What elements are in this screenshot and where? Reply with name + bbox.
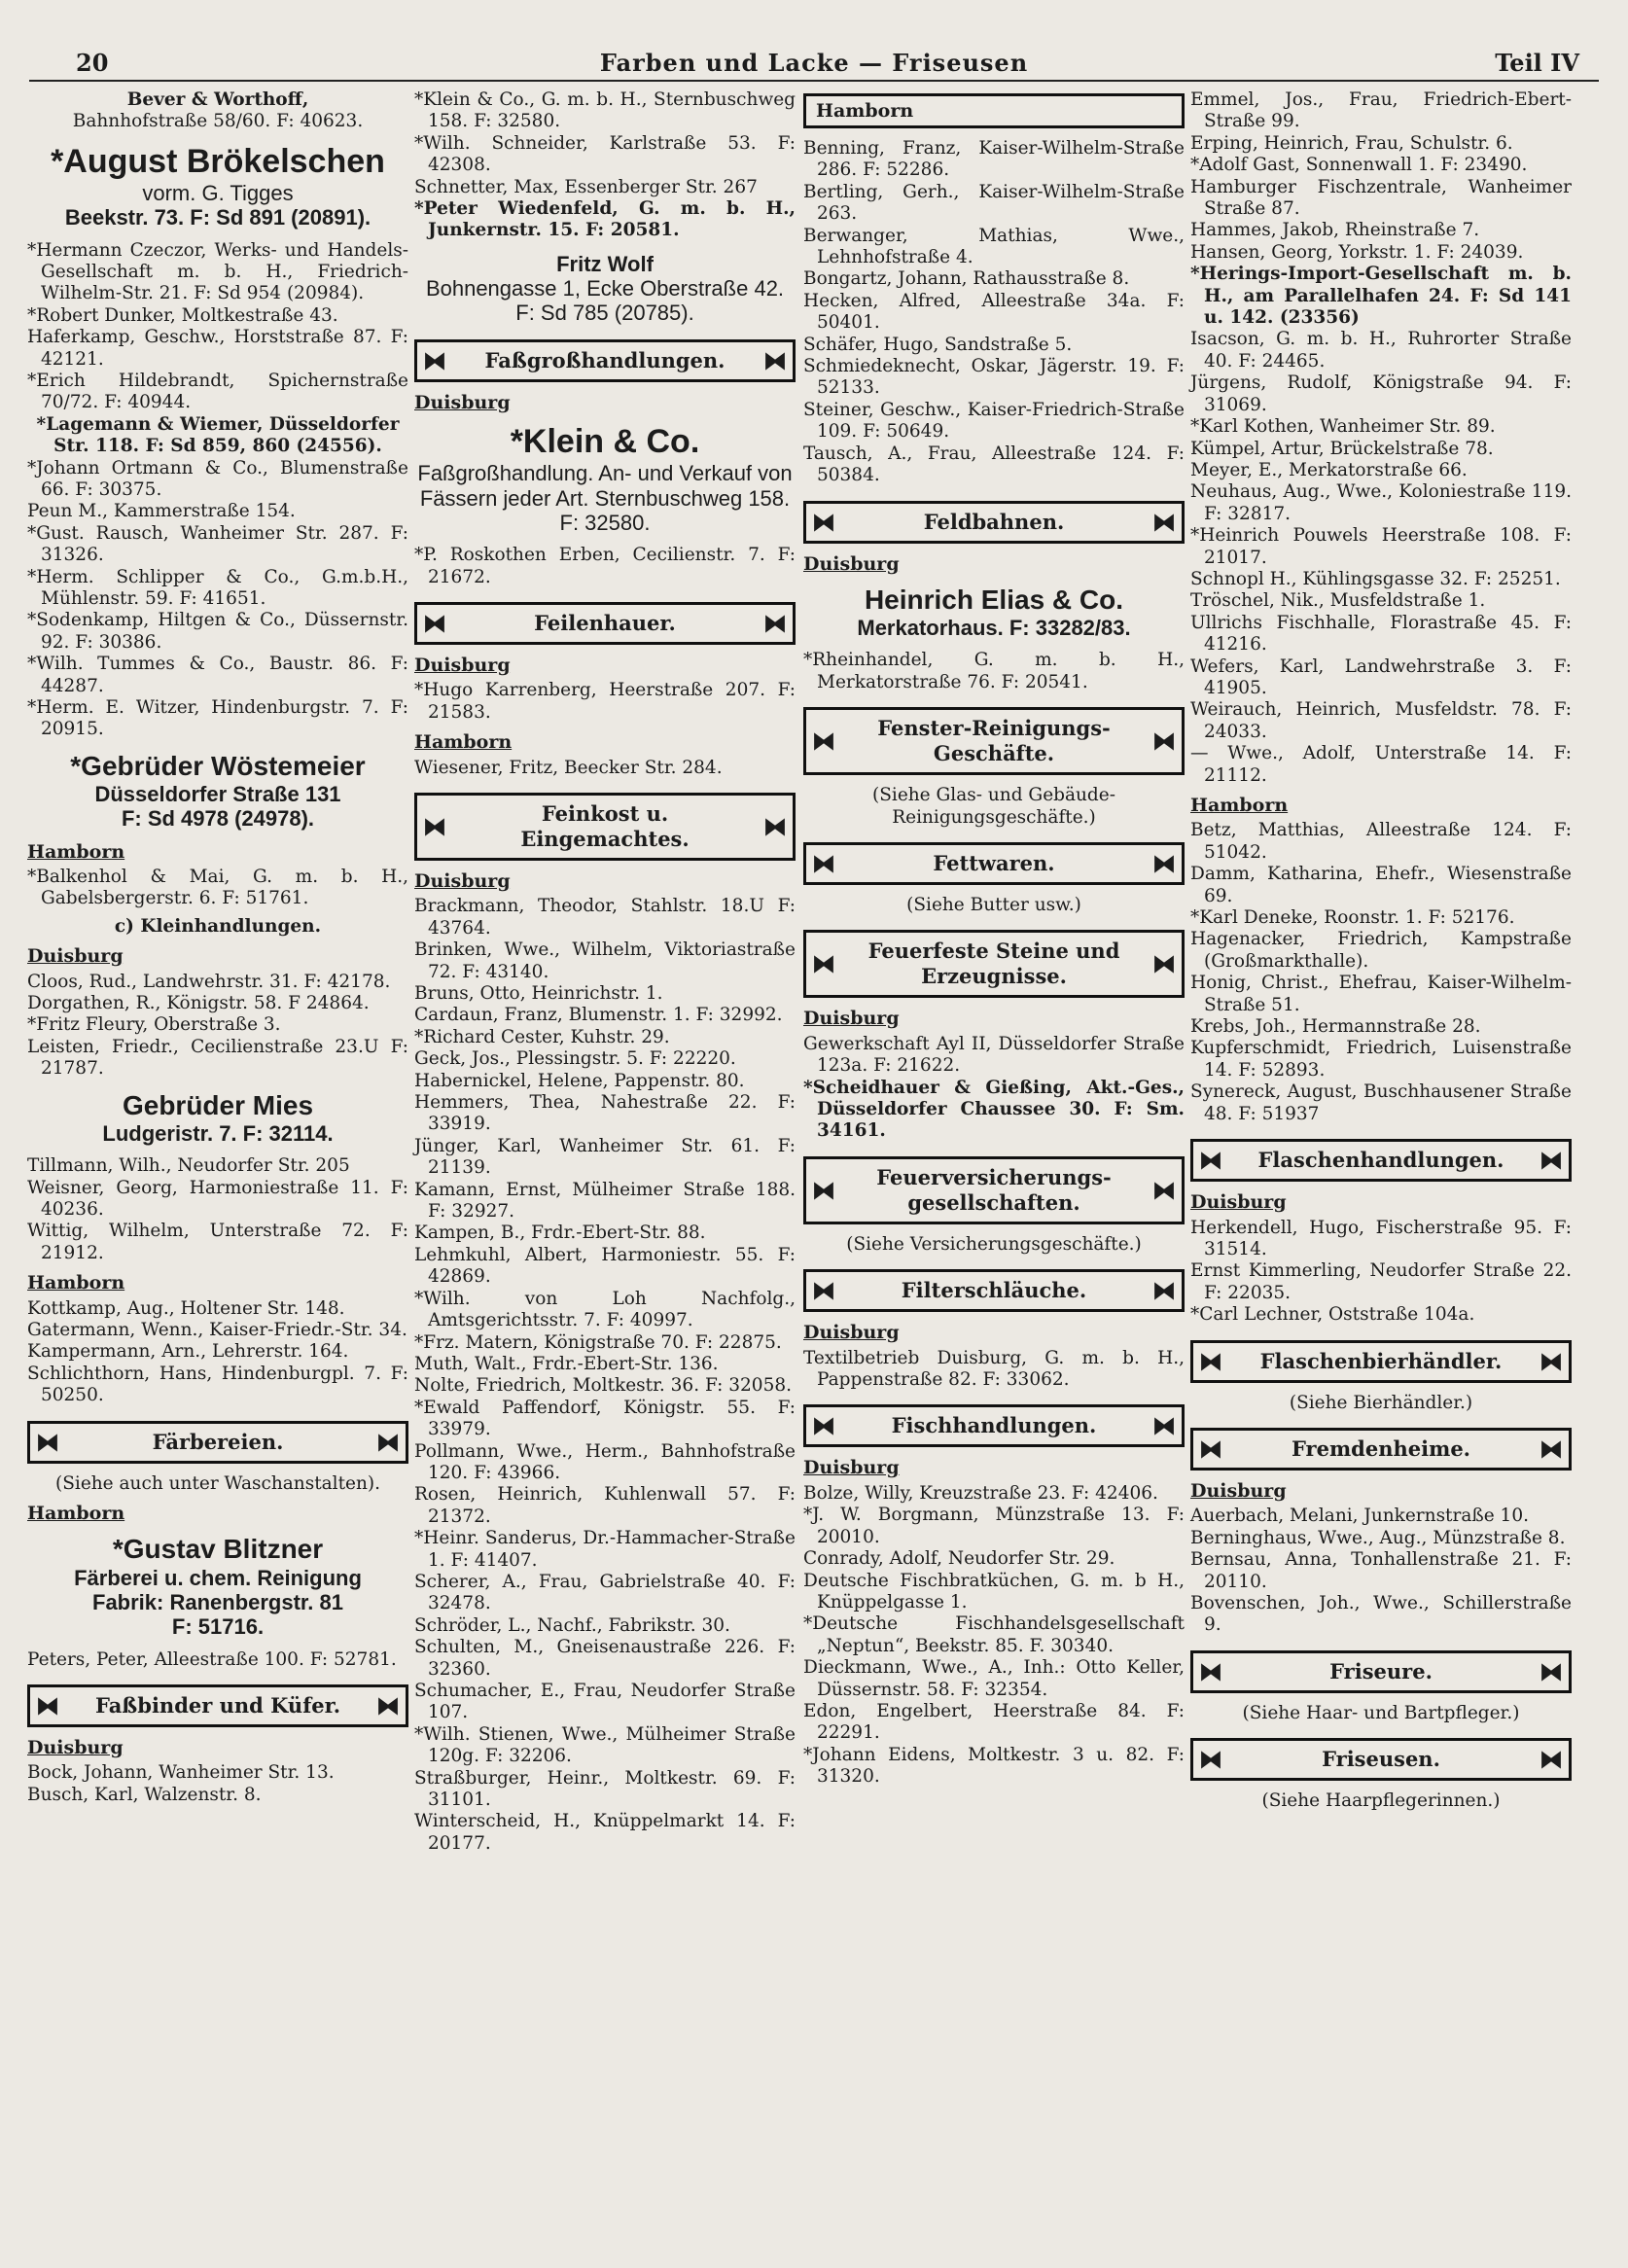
sub-heading: c) Kleinhandlungen. <box>114 915 322 937</box>
list-item: Bruns, Otto, Heinrichstr. 1. <box>414 983 663 1004</box>
section-heading <box>803 1156 1185 1224</box>
bowtie-ornament-icon: ⧓ <box>812 1175 835 1204</box>
bowtie-ornament-icon: ⧓ <box>763 345 787 374</box>
list-item: *Lagemann & Wiemer, Düsseldorfer Str. 118. F: Sd 859, 860 (24556). <box>36 413 400 457</box>
ad-name: Fritz Wolf <box>556 251 654 276</box>
bowtie-ornament-icon: ⧓ <box>812 1411 835 1440</box>
section-title: Fischhandlungen. <box>891 1413 1097 1438</box>
list-item: *Gust. Rausch, Wanheimer Str. 287. F: 31326. <box>27 522 408 566</box>
list-item: Auerbach, Melani, Junkernstraße 10. <box>1190 1506 1529 1527</box>
city-heading: Hamborn <box>27 1503 125 1525</box>
list-item: Brinken, Wwe., Wilhelm, Viktoriastraße 72. F: 43140. <box>414 939 796 982</box>
list-item: Berwanger, Mathias, Wwe., Lehnhofstraße 4. <box>803 225 1185 268</box>
section-heading <box>803 1404 1185 1447</box>
ad-line: Ludgeristr. 7. F: 32114. <box>102 1120 334 1146</box>
list-item: Kottkamp, Aug., Holtener Str. 148. <box>27 1297 345 1319</box>
list-item: Haferkamp, Geschw., Horststraße 87. F: 42121. <box>27 327 408 370</box>
section-title: Friseusen. <box>1322 1747 1440 1772</box>
section-title: Fettwaren. <box>933 851 1055 876</box>
city-heading: Duisburg <box>803 1457 900 1479</box>
bowtie-ornament-icon: ⧓ <box>1199 1434 1222 1463</box>
list-item: *Heinr. Sanderus, Dr.-Hammacher-Straße 1. F: 41407. <box>414 1528 796 1571</box>
section-title: Feinkost u. Eingemachtes. <box>520 800 690 851</box>
city-heading: Hamborn <box>414 731 513 754</box>
ad-line: Beekstr. 73. F: Sd 891 (20891). <box>64 205 372 230</box>
section-title: Faßgroßhandlungen. <box>484 347 726 372</box>
city-heading: Hamborn <box>27 1272 125 1294</box>
section-heading <box>1190 1340 1572 1383</box>
section-heading <box>1190 1139 1572 1182</box>
list-item: Emmel, Jos., Frau, Friedrich-Ebert-Straße 99. <box>1190 89 1572 132</box>
list-item: *Herm. Schlipper & Co., G.m.b.H., Mühlenstr. 59. F: 41651. <box>27 566 408 609</box>
bowtie-ornament-icon: ⧓ <box>423 345 446 374</box>
bowtie-ornament-icon: ⧓ <box>1199 1745 1222 1774</box>
list-item: Busch, Karl, Walzenstr. 8. <box>27 1784 262 1805</box>
list-item: Deutsche Fischbratküchen, G. m. b H., Knüppelgasse 1. <box>803 1570 1185 1612</box>
list-item: Kampermann, Arn., Lehrerstr. 164. <box>27 1341 349 1363</box>
list-item: Kupferschmidt, Friedrich, Luisenstraße 14. F: 52893. <box>1190 1038 1572 1081</box>
ad-line: Färberei u. chem. Reinigung <box>74 1565 362 1590</box>
page-title: Farben und Lacke — Friseusen <box>599 49 1029 77</box>
list-item: Schäfer, Hugo, Sandstraße 5. <box>803 334 1073 355</box>
section-title: Feilenhauer. <box>534 610 676 635</box>
list-item: Kümpel, Artur, Brückelstraße 78. <box>1190 438 1494 459</box>
list-item: Jürgens, Rudolf, Königstraße 94. F: 31069. <box>1190 372 1572 415</box>
list-item: Hammes, Jakob, Rheinstraße 7. <box>1190 220 1480 241</box>
section-title: Feuerversicherungs-gesellschaften. <box>876 1164 1112 1215</box>
bowtie-ornament-icon: ⧓ <box>1199 1346 1222 1375</box>
bowtie-ornament-icon: ⧓ <box>763 811 787 840</box>
list-item: *Klein & Co., G. m. b. H., Sternbuschweg 158. F: 32580. <box>414 89 796 132</box>
section-heading <box>1190 1738 1572 1781</box>
list-item: Benning, Franz, Kaiser-Wilhelm-Straße 286. F: 52286. <box>803 138 1185 181</box>
bowtie-ornament-icon: ⧓ <box>812 849 835 878</box>
see-also-note: (Siehe Bierhändler.) <box>1289 1392 1473 1413</box>
list-item: Kamann, Ernst, Mülheimer Straße 188. F: 32927. <box>414 1179 796 1223</box>
page-part: Teil IV <box>1495 49 1579 77</box>
list-item: *Karl Deneke, Roonstr. 1. F: 52176. <box>1190 907 1515 929</box>
ad-line: Merkatorhaus. F: 33282/83. <box>857 616 1131 641</box>
bowtie-ornament-icon: ⧓ <box>1152 726 1176 756</box>
list-item: Steiner, Geschw., Kaiser-Friedrich-Straße 109. F: 50649. <box>803 399 1185 443</box>
list-item: Conrady, Adolf, Neudorfer Str. 29. <box>803 1548 1115 1570</box>
section-title: Färbereien. <box>152 1429 284 1454</box>
section-title: Flaschenbierhändler. <box>1259 1348 1503 1373</box>
list-item: Winterscheid, H., Knüppelmarkt 14. F: 20177. <box>414 1811 796 1854</box>
bowtie-ornament-icon: ⧓ <box>812 1276 835 1305</box>
list-item: Dieckmann, Wwe., A., Inh.: Otto Keller, Düssernstr. 58. F: 32354. <box>803 1657 1185 1700</box>
bowtie-ornament-icon: ⧓ <box>1199 1656 1222 1685</box>
list-item: *Johann Eidens, Moltkestr. 3 u. 82. F: 31320. <box>803 1744 1185 1788</box>
list-item: Dorgathen, R., Königstr. 58. F 24864. <box>27 993 370 1014</box>
city-heading: Duisburg <box>803 552 900 575</box>
bowtie-ornament-icon: ⧓ <box>1152 1175 1176 1204</box>
section-title: Flaschenhandlungen. <box>1257 1148 1504 1173</box>
city-heading: Duisburg <box>27 945 124 968</box>
list-item: Weirauch, Heinrich, Musfeldstr. 78. F: 24033. <box>1190 699 1572 742</box>
list-item: Bovenschen, Joh., Wwe., Schillerstraße 9. <box>1190 1592 1572 1636</box>
section-heading <box>803 707 1185 775</box>
ad-name: *Gebrüder Wöstemeier <box>70 750 366 781</box>
section-heading <box>803 1269 1185 1312</box>
list-item: *Ewald Paffendorf, Königstr. 55. F: 33979. <box>414 1397 796 1440</box>
list-item: Ullrichs Fischhalle, Florastraße 45. F: 41216. <box>1190 612 1572 656</box>
ad-name: *August Brökelschen <box>51 142 385 180</box>
ad-line: F: Sd 4978 (24978). <box>121 806 315 832</box>
ad-line: Düsseldorfer Straße 131 <box>94 782 341 807</box>
list-item: *Fritz Fleury, Oberstraße 3. <box>27 1014 281 1036</box>
page-number: 20 <box>76 49 109 77</box>
advertisement <box>27 1090 408 1146</box>
list-item: *Hermann Czeczor, Werks- und Handels-Gesellschaft m. b. H., Friedrich-Wilhelm-Str. 21. F: Sd 954 (20984). <box>27 239 408 304</box>
city-heading: Duisburg <box>414 391 511 413</box>
list-item: *Peter Wiedenfeld, G. m. b. H., Junkernstr. 15. F: 20581. <box>414 198 796 241</box>
see-also-note: (Siehe Butter usw.) <box>906 895 1081 916</box>
ad-line: Fabrik: Ranenbergstr. 81 <box>92 1589 343 1614</box>
list-item: Tröschel, Nik., Musfeldstraße 1. <box>1190 590 1486 612</box>
section-heading <box>803 930 1185 998</box>
city-heading: Duisburg <box>414 869 511 892</box>
list-item: Peters, Peter, Alleestraße 100. F: 52781. <box>27 1648 397 1670</box>
list-item: *Sodenkamp, Hiltgen & Co., Düssernstr. 92. F: 30386. <box>27 610 408 653</box>
section-title: Faßbinder und Küfer. <box>94 1692 341 1718</box>
see-also-note: (Siehe Haar- und Bartpfleger.) <box>1242 1702 1520 1723</box>
list-item: Nolte, Friedrich, Moltkestr. 36. F: 32058. <box>414 1375 792 1397</box>
list-item: Bever & Worthoff, <box>126 89 309 110</box>
list-item: Schulten, M., Gneisenaustraße 226. F: 32360. <box>414 1637 796 1680</box>
column-3 <box>803 89 1185 1789</box>
list-item: *Wilh. Schneider, Karlstraße 53. F: 42308. <box>414 132 796 176</box>
list-item: Peun M., Kammerstraße 154. <box>27 501 296 522</box>
list-item: Ernst Kimmerling, Neudorfer Straße 22. F: 22035. <box>1190 1260 1572 1303</box>
ad-line: Bohnengasse 1, Ecke Oberstraße 42. F: Sd 785 (20785). <box>425 276 785 326</box>
list-item: Synereck, August, Buschhausener Straße 48. F: 51937 <box>1190 1081 1572 1124</box>
bowtie-ornament-icon: ⧓ <box>763 608 787 637</box>
bowtie-ornament-icon: ⧓ <box>1152 1411 1176 1440</box>
list-item: Habernickel, Helene, Pappenstr. 80. <box>414 1070 745 1091</box>
section-heading <box>1190 1650 1572 1693</box>
city-heading: Duisburg <box>414 654 511 676</box>
list-item: *Johann Ortmann & Co., Blumenstraße 66. F: 30375. <box>27 457 408 500</box>
see-also-note: (Siehe Versicherungsgeschäfte.) <box>846 1233 1142 1255</box>
advertisement <box>414 252 796 326</box>
city-heading: Hamborn <box>1190 795 1289 816</box>
list-item: *Wilh. Stienen, Wwe., Mülheimer Straße 120g. F: 32206. <box>414 1723 796 1767</box>
list-item: *Hugo Karrenberg, Heerstraße 207. F: 21583. <box>414 680 796 723</box>
list-item: Schlichthorn, Hans, Hindenburgpl. 7. F: 50250. <box>27 1363 408 1406</box>
list-item: Isacson, G. m. b. H., Ruhrorter Straße 40. F: 24465. <box>1190 329 1572 372</box>
list-item: *Wilh. Tummes & Co., Baustr. 86. F: 44287. <box>27 654 408 696</box>
column-2 <box>414 89 796 1855</box>
list-item: Textilbetrieb Duisburg, G. m. b. H., Pappenstraße 82. F: 33062. <box>803 1347 1185 1391</box>
ad-line: F: 51716. <box>171 1614 265 1640</box>
list-item: *Rheinhandel, G. m. b. H., Merkatorstraße 76. F: 20541. <box>803 650 1185 692</box>
list-item: *Adolf Gast, Sonnenwall 1. F: 23490. <box>1190 155 1528 176</box>
advertisement <box>414 423 796 535</box>
list-item: *J. W. Borgmann, Münzstraße 13. F: 20010. <box>803 1505 1185 1547</box>
section-heading <box>803 501 1185 544</box>
bowtie-ornament-icon: ⧓ <box>376 1690 400 1719</box>
ad-line: F: 32580. <box>559 510 651 535</box>
list-item: *Carl Lechner, Oststraße 104a. <box>1190 1304 1475 1326</box>
list-item: Damm, Katharina, Ehefr., Wiesenstraße 69. <box>1190 864 1572 906</box>
list-item: Hecken, Alfred, Alleestraße 34a. F: 50401. <box>803 290 1185 334</box>
city-heading: Duisburg <box>803 1008 900 1030</box>
list-item: — Wwe., Adolf, Unterstraße 14. F: 21112. <box>1190 743 1572 786</box>
section-heading <box>803 93 1185 128</box>
list-item: Hansen, Georg, Yorkstr. 1. F: 24039. <box>1190 241 1524 263</box>
list-item: *Richard Cester, Kuhstr. 29. <box>414 1026 670 1047</box>
list-item: Lehmkuhl, Albert, Harmoniestr. 55. F: 42869. <box>414 1244 796 1288</box>
bowtie-ornament-icon: ⧓ <box>812 726 835 756</box>
section-title: Fremdenheime. <box>1292 1435 1470 1461</box>
list-item: Bernsau, Anna, Tonhallenstraße 21. F: 20110. <box>1190 1549 1572 1592</box>
city-heading: Hamborn <box>27 840 125 863</box>
list-item: *Karl Kothen, Wanheimer Str. 89. <box>1190 416 1496 438</box>
list-item: Leisten, Friedr., Cecilienstraße 23.U F: 21787. <box>27 1036 408 1080</box>
list-item: Gewerkschaft Ayl II, Düsseldorfer Straße 123a. F: 21622. <box>803 1033 1185 1077</box>
list-item: Hemmers, Thea, Nahestraße 22. F: 33919. <box>414 1092 796 1135</box>
list-item: Honig, Christ., Ehefrau, Kaiser-Wilhelm-Straße 51. <box>1190 973 1572 1015</box>
list-item: Hamburger Fischzentrale, Wanheimer Straße 87. <box>1190 176 1572 220</box>
bowtie-ornament-icon: ⧓ <box>1152 949 1176 978</box>
advertisement <box>27 143 408 230</box>
list-item: Geck, Jos., Plessingstr. 5. F: 22220. <box>414 1048 736 1070</box>
bowtie-ornament-icon: ⧓ <box>1540 1434 1563 1463</box>
bowtie-ornament-icon: ⧓ <box>1152 1276 1176 1305</box>
list-item: *Deutsche Fischhandelsgesellschaft „Neptun“, Beekstr. 85. F. 30340. <box>803 1613 1185 1656</box>
list-item: Straßburger, Heinr., Moltkestr. 69. F: 31101. <box>414 1767 796 1811</box>
section-title: Friseure. <box>1329 1658 1433 1683</box>
bowtie-ornament-icon: ⧓ <box>423 608 446 637</box>
list-item: Bolze, Willy, Kreuzstraße 23. F: 42406. <box>803 1482 1158 1504</box>
list-item: Cloos, Rud., Landwehrstr. 31. F: 42178. <box>27 971 391 992</box>
list-item: Schmiedeknecht, Oskar, Jägerstr. 19. F: 52133. <box>803 356 1185 399</box>
list-item: *Heinrich Pouwels Heerstraße 108. F: 21017. <box>1190 525 1572 568</box>
list-item: Edon, Engelbert, Heerstraße 84. F: 22291. <box>803 1700 1185 1744</box>
section-title: Feuerfeste Steine und Erzeugnisse. <box>867 939 1120 989</box>
list-item: Schnopl H., Kühlingsgasse 32. F: 25251. <box>1190 568 1561 589</box>
list-item: Schumacher, E., Frau, Neudorfer Straße 107. <box>414 1681 796 1723</box>
bowtie-ornament-icon: ⧓ <box>1540 1146 1563 1175</box>
list-item: Wiesener, Fritz, Beecker Str. 284. <box>414 757 723 778</box>
advertisement <box>803 585 1185 640</box>
list-item: Kampen, B., Frdr.-Ebert-Str. 88. <box>414 1223 706 1244</box>
section-heading <box>27 1684 408 1727</box>
list-item: Weisner, Georg, Harmoniestraße 11. F: 40236. <box>27 1177 408 1220</box>
list-item: *Herm. E. Witzer, Hindenburgstr. 7. F: 20915. <box>27 697 408 740</box>
ad-name: *Gustav Blitzner <box>112 1534 324 1565</box>
section-title: Fenster-Reinigungs-Geschäfte. <box>877 716 1111 766</box>
see-also-note: (Siehe Haarpflegerinnen.) <box>1261 1790 1501 1812</box>
ad-name: Gebrüder Mies <box>122 1089 314 1120</box>
list-item: *P. Roskothen Erben, Cecilienstr. 7. F: 21672. <box>414 545 796 587</box>
bowtie-ornament-icon: ⧓ <box>36 1427 59 1456</box>
list-item: Meyer, E., Merkatorstraße 66. <box>1190 459 1468 480</box>
list-item: Krebs, Joh., Hermannstraße 28. <box>1190 1016 1481 1038</box>
list-item: Schnetter, Max, Essenberger Str. 267 <box>414 176 758 197</box>
advertisement <box>27 1534 408 1639</box>
list-item: *Herings-Import-Gesellschaft m. b. H., am Parallelhafen 24. F: Sd 141 u. 142. (23356) <box>1190 264 1572 329</box>
column-1 <box>27 89 408 1806</box>
bowtie-ornament-icon: ⧓ <box>1540 1346 1563 1375</box>
list-item: *Robert Dunker, Moltkestraße 43. <box>27 304 338 326</box>
advertisement <box>27 751 408 832</box>
list-item: Jünger, Karl, Wanheimer Str. 61. F: 21139. <box>414 1135 796 1179</box>
city-heading: Duisburg <box>803 1322 900 1344</box>
list-item: Bongartz, Johann, Rathausstraße 8. <box>803 268 1130 290</box>
bowtie-ornament-icon: ⧓ <box>1199 1146 1222 1175</box>
list-item: Gatermann, Wenn., Kaiser-Friedr.-Str. 34. <box>27 1320 407 1341</box>
section-heading <box>414 602 796 645</box>
list-item: Betz, Matthias, Alleestraße 124. F: 51042. <box>1190 820 1572 863</box>
list-item: Muth, Walt., Frdr.-Ebert-Str. 136. <box>414 1353 719 1374</box>
list-item: Hagenacker, Friedrich, Kampstraße (Großmarkthalle). <box>1190 929 1572 972</box>
ad-name: Heinrich Elias & Co. <box>864 584 1124 615</box>
ad-line: Faßgroßhandlung. An- und Verkauf von Fässern jeder Art. Sternbuschweg 158. <box>417 461 793 511</box>
list-item: Tillmann, Wilh., Neudorfer Str. 205 <box>27 1155 350 1177</box>
bowtie-ornament-icon: ⧓ <box>1152 507 1176 536</box>
list-item: Bertling, Gerh., Kaiser-Wilhelm-Straße 263. <box>803 181 1185 225</box>
list-item: *Erich Hildebrandt, Spichernstraße 70/72. F: 40944. <box>27 370 408 413</box>
list-item: Neuhaus, Aug., Wwe., Koloniestraße 119. F: 32817. <box>1190 481 1572 524</box>
section-heading <box>803 842 1185 885</box>
bowtie-ornament-icon: ⧓ <box>376 1427 400 1456</box>
list-item: Schröder, L., Nachf., Fabrikstr. 30. <box>414 1614 730 1636</box>
list-item: Wefers, Karl, Landwehrstraße 3. F: 41905. <box>1190 656 1572 698</box>
list-item: Brackmann, Theodor, Stahlstr. 18.U F: 43764. <box>414 896 796 939</box>
bowtie-ornament-icon: ⧓ <box>812 949 835 978</box>
bowtie-ornament-icon: ⧓ <box>812 507 835 536</box>
city-heading: Duisburg <box>27 1736 124 1758</box>
list-item: Cardaun, Franz, Blumenstr. 1. F: 32992. <box>414 1005 783 1026</box>
bowtie-ornament-icon: ⧓ <box>36 1690 59 1719</box>
list-item: Rosen, Heinrich, Kuhlenwall 57. F: 21372. <box>414 1484 796 1527</box>
see-also-note: (Siehe auch unter Waschanstalten). <box>55 1472 380 1494</box>
bowtie-ornament-icon: ⧓ <box>1540 1745 1563 1774</box>
list-item: *Wilh. von Loh Nachfolg., Amtsgerichtsstr. 7. F: 40997. <box>414 1288 796 1331</box>
bowtie-ornament-icon: ⧓ <box>423 811 446 840</box>
list-item: Tausch, A., Frau, Alleestraße 124. F: 50384. <box>803 443 1185 486</box>
bowtie-ornament-icon: ⧓ <box>1152 849 1176 878</box>
section-heading <box>1190 1428 1572 1471</box>
list-item: Bahnhofstraße 58/60. F: 40623. <box>72 111 364 132</box>
list-item: Pollmann, Wwe., Herm., Bahnhofstraße 120. F: 43966. <box>414 1440 796 1483</box>
section-title: Feldbahnen. <box>923 509 1065 534</box>
list-item: *Frz. Matern, Königstraße 70. F: 22875. <box>414 1331 782 1353</box>
see-also-note: (Siehe Glas- und Gebäude-Reinigungsgeschäfte.) <box>872 785 1115 828</box>
list-item: Bock, Johann, Wanheimer Str. 13. <box>27 1762 335 1784</box>
section-title: Hamborn <box>816 100 914 122</box>
list-item: Berninghaus, Wwe., Aug., Münzstraße 8. <box>1190 1527 1566 1548</box>
section-title: Filterschläuche. <box>901 1278 1087 1303</box>
city-heading: Duisburg <box>1190 1479 1287 1502</box>
list-item: Herkendell, Hugo, Fischerstraße 95. F: 31514. <box>1190 1217 1572 1259</box>
section-heading <box>414 339 796 382</box>
section-heading <box>414 793 796 861</box>
list-item: Wittig, Wilhelm, Unterstraße 72. F: 21912. <box>27 1221 408 1263</box>
bowtie-ornament-icon: ⧓ <box>1540 1656 1563 1685</box>
page-header <box>29 41 1599 82</box>
list-item: Erping, Heinrich, Frau, Schulstr. 6. <box>1190 132 1513 154</box>
list-item: Scherer, A., Frau, Gabrielstraße 40. F: 32478. <box>414 1571 796 1614</box>
list-item: *Scheidhauer & Gießing, Akt.-Ges., Düsseldorfer Chaussee 30. F: Sm. 34161. <box>803 1077 1185 1142</box>
column-4 <box>1190 89 1572 1821</box>
city-heading: Duisburg <box>1190 1191 1287 1214</box>
list-item: *Balkenhol & Mai, G. m. b. H., Gabelsbergerstr. 6. F: 51761. <box>27 867 408 909</box>
ad-line: vorm. G. Tigges <box>142 180 294 205</box>
ad-name: *Klein & Co. <box>510 423 700 461</box>
section-heading <box>27 1421 408 1464</box>
